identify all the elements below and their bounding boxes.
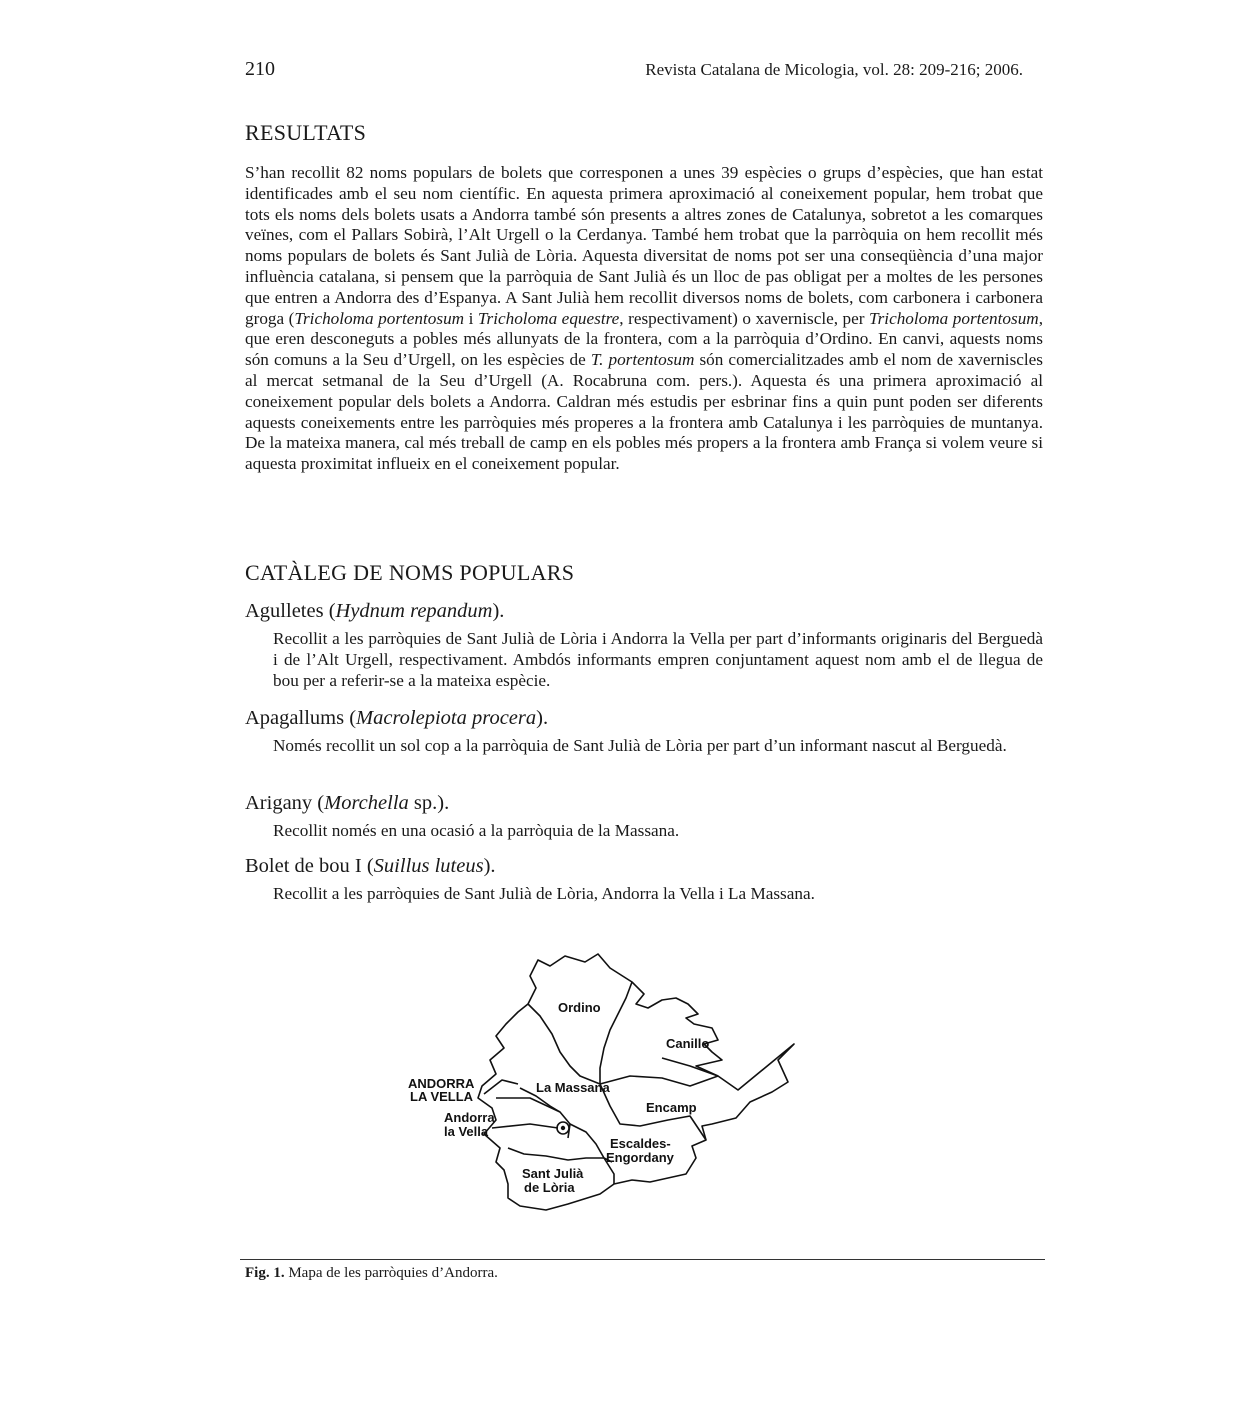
entry-name: Agulletes ( bbox=[245, 600, 336, 622]
entry-latin-name: Hydnum repandum bbox=[335, 600, 493, 622]
section-heading-cataleg: CATÀLEG DE NOMS POPULARS bbox=[245, 560, 575, 585]
paragraph-text: i bbox=[464, 308, 478, 328]
entry-suffix: sp.). bbox=[408, 792, 450, 814]
map-label-andorra-la-vella-2: la Vella bbox=[444, 1124, 489, 1139]
entry-desc-arigany: Recollit només en una ocasió a la parròquia de la Massana. bbox=[273, 821, 680, 840]
entry-desc-bolet-de-bou: Recollit a les parròquies de Sant Julià de Lòria, Andorra la Vella i La Massana. bbox=[273, 884, 815, 903]
capital-marker-dot bbox=[561, 1126, 565, 1130]
entry-desc-agulletes: Recollit a les parròquies de Sant Julià de Lòria i Andorra la Vella per part d’informants originaris del Berguedà i de l’Alt Urgell, respectivament. Ambdós informants empren conjuntament aquest nom amb el de llegua de bou per a referir-se a la mateixa espècie. bbox=[273, 629, 1043, 690]
leader-massana bbox=[484, 1080, 518, 1094]
entry-suffix: ). bbox=[492, 600, 505, 622]
entry-latin-name: Macrolepiota procera bbox=[356, 707, 537, 729]
paragraph-text: S’han recollit 82 noms populars de bolets que corresponen a unes 39 espècies o grups d’espècies, que han estat identificades amb el seu nom científic. En aquesta primera aproximació al coneixement popular, hem trobat que tots els noms dels bolets usats a Andorra també són presents a altres zones de Catalunya, sobretot a les comarques veïnes, com el Pallars Sobirà, l’Alt Urgell o la Cerdanya. També hem trobat que la parròquia on hem recollit més noms populars de bolets és Sant Julià de Lòria. Aquesta diversitat de noms pot ser una conseqüència d’una major influència catalana, si pensem que la parròquia de Sant Julià és un lloc de pas obligat per a moltes de les persones que entren a Andorra des d’Espanya. A Sant Julià hem recollit diversos noms de bolets, com carbonera i carbonera groga ( bbox=[245, 163, 1043, 328]
boundary-santjulia bbox=[508, 1148, 604, 1160]
map-label-la-massana: La Massana bbox=[536, 1080, 610, 1095]
entry-suffix: ). bbox=[536, 707, 549, 729]
map-label-andorra-la-vella: Andorra bbox=[444, 1110, 495, 1125]
running-head: Revista Catalana de Micologia, vol. 28: 209-216; 2006. bbox=[645, 60, 1023, 79]
map-label-andorra-la-vella-upper-2: LA VELLA bbox=[410, 1089, 474, 1104]
andorra-map bbox=[400, 948, 800, 1223]
map-label-de-loria: de Lòria bbox=[524, 1180, 575, 1195]
map-label-engordany: Engordany bbox=[606, 1150, 674, 1165]
page-number: 210 bbox=[245, 58, 275, 80]
entry-title-arigany bbox=[245, 792, 449, 815]
boundary-massana-andorra bbox=[520, 1088, 570, 1138]
entry-title-agulletes bbox=[245, 600, 504, 623]
paragraph-latin-name: Tricholoma portentosum bbox=[294, 308, 465, 328]
resultats-paragraph bbox=[245, 163, 1043, 475]
caption-rule bbox=[240, 1259, 1045, 1260]
figure-caption-label: Fig. 1. bbox=[245, 1265, 285, 1281]
section-heading-resultats: RESULTATS bbox=[245, 120, 367, 145]
figure-caption bbox=[245, 1265, 498, 1282]
figure-caption-text: Mapa de les parròquies d’Andorra. bbox=[284, 1265, 498, 1281]
entry-title-bolet-de-bou bbox=[245, 855, 496, 878]
paragraph-text: són comercialitzades amb el nom de xaverniscles al mercat setmanal de la Seu d’Urgell (A. Rocabruna com. pers.). Aquesta és una primera aproximació al coneixement popular dels bolets a Andorra. Caldran més estudis per esbrinar fins a quin punt poden ser diferents aquests coneixements entre les parròquies més properes a la frontera amb Catalunya i les parròquies de muntanya. De la mateixa manera, cal més treball de camp en els pobles més propers a la frontera amb França si volem veure si aquesta proximitat influeix en el coneixement popular. bbox=[245, 350, 1043, 474]
paragraph-text: , que eren desconeguts a pobles més allunyats de la frontera, com a la parròquia d’Ordino. En canvi, aquests noms són comuns a la Seu d’Urgell, on les espècies de bbox=[245, 308, 1044, 370]
entry-name: Bolet de bou I ( bbox=[245, 855, 374, 877]
entry-title-apagallums bbox=[245, 707, 548, 730]
boundary-ordino-canillo bbox=[600, 982, 632, 1084]
map-label-canillo: Canillo bbox=[666, 1036, 710, 1051]
entry-name: Apagallums ( bbox=[245, 707, 357, 729]
map-label-sant-julia: Sant Julià bbox=[522, 1166, 584, 1181]
map-label-ordino: Ordino bbox=[558, 1000, 601, 1015]
boundary-canillo-encamp bbox=[662, 1058, 718, 1076]
entry-latin-name: Morchella bbox=[324, 792, 409, 814]
boundary-ordino-massana bbox=[528, 1004, 600, 1084]
leader-capital bbox=[492, 1124, 558, 1128]
map-label-encamp: Encamp bbox=[646, 1100, 697, 1115]
paragraph-text: , respectivament) o xaverniscle, per bbox=[619, 308, 869, 328]
andorra-map-figure bbox=[400, 948, 800, 1223]
map-label-escaldes: Escaldes- bbox=[610, 1136, 671, 1151]
paragraph-latin-name: Tricholoma equestre bbox=[477, 308, 620, 328]
paragraph-latin-name: T. portentosum bbox=[590, 350, 695, 370]
paragraph-latin-name: Tricholoma portentosum bbox=[869, 308, 1039, 328]
entry-latin-name: Suillus luteus bbox=[373, 855, 484, 877]
leader-andorra-la-vella bbox=[496, 1098, 560, 1112]
entry-suffix: ). bbox=[483, 855, 496, 877]
entry-desc-apagallums: Només recollit un sol cop a la parròquia de Sant Julià de Lòria per part d’un informant nascut al Berguedà. bbox=[273, 736, 1007, 755]
map-label-andorra-la-vella-upper: ANDORRA bbox=[408, 1076, 475, 1091]
entry-name: Arigany ( bbox=[245, 792, 325, 814]
boundary-massana-encamp bbox=[600, 1076, 718, 1086]
